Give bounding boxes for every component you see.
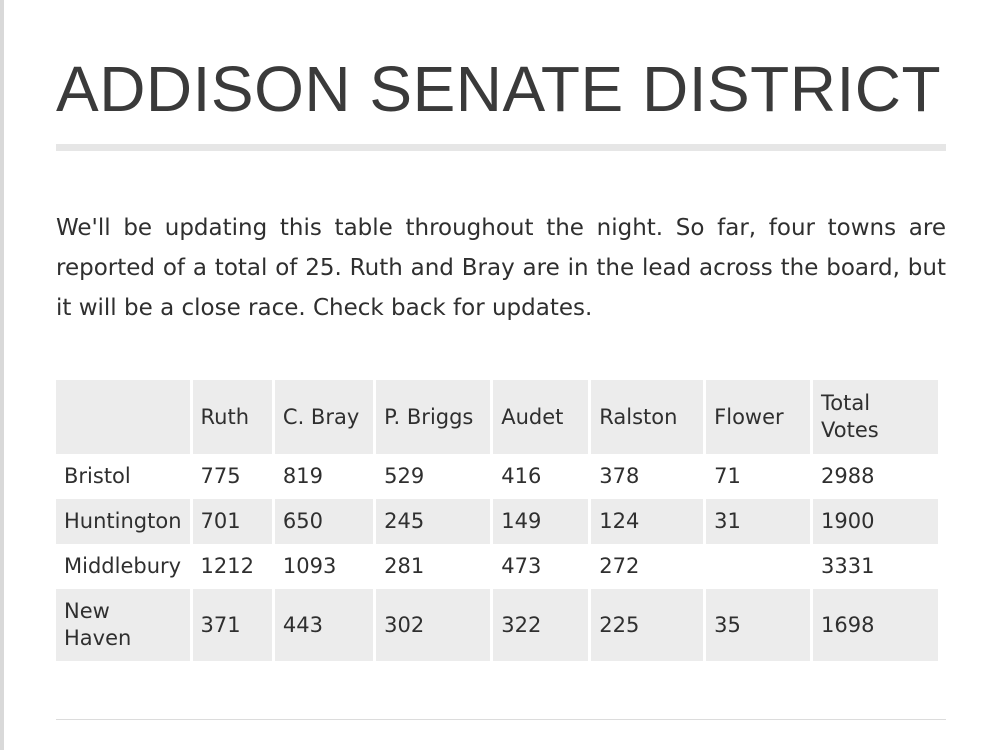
- column-header-audet: Audet: [493, 380, 588, 454]
- results-table: [53, 380, 941, 661]
- table-cell-town: New Haven: [56, 589, 190, 661]
- table-row-new-haven: [56, 589, 938, 661]
- table-cell: 149: [493, 499, 588, 544]
- table-cell: 272: [599, 554, 640, 578]
- intro-paragraph: We'll be updating this table throughout the night. So far, four towns are reported of a total of 25. Ruth and Bray are in the lead across the board, but it will be a close race. Check back for updates.: [56, 215, 946, 321]
- column-header-c-bray: C. Bray: [275, 380, 373, 454]
- table-cell-town: Middlebury: [64, 554, 182, 578]
- table-cell-total: 2988: [821, 464, 875, 488]
- table-row-bristol: [56, 454, 938, 499]
- table-cell: 71: [714, 464, 741, 488]
- page-left-border: [0, 0, 4, 750]
- table-cell-town: Huntington: [56, 499, 190, 544]
- table-cell-total: 3331: [821, 554, 875, 578]
- table-cell: 473: [501, 554, 542, 578]
- table-cell: 31: [706, 499, 810, 544]
- table-cell: 819: [282, 464, 323, 488]
- table-cell: 225: [591, 589, 703, 661]
- table-row-middlebury: [56, 544, 938, 589]
- table-cell-total: 1698: [813, 589, 938, 661]
- page-title: ADDISON SENATE DISTRICT: [56, 53, 942, 125]
- table-cell: 281: [384, 554, 425, 578]
- table-cell: 1212: [200, 554, 254, 578]
- table-cell: 1093: [282, 554, 337, 578]
- table-cell: 302: [376, 589, 490, 661]
- column-header-town: [56, 380, 190, 454]
- column-header-ruth: Ruth: [193, 380, 272, 454]
- table-cell: 35: [706, 589, 810, 661]
- column-header-ralston: Ralston: [591, 380, 703, 454]
- table-cell: 529: [384, 464, 425, 488]
- table-cell: [706, 544, 810, 589]
- column-header-p-briggs: P. Briggs: [376, 380, 490, 454]
- table-cell: 378: [599, 464, 640, 488]
- table-cell-town: Bristol: [64, 464, 131, 488]
- table-cell: 416: [501, 464, 542, 488]
- table-cell-total: 1900: [813, 499, 938, 544]
- bottom-divider: [56, 719, 946, 720]
- table-cell: 443: [275, 589, 373, 661]
- table-row-huntington: [56, 499, 938, 544]
- table-cell: 650: [275, 499, 373, 544]
- column-header-flower: Flower: [706, 380, 810, 454]
- title-divider: [56, 144, 946, 151]
- table-cell: 701: [193, 499, 272, 544]
- table-cell: 124: [591, 499, 703, 544]
- table-cell: 245: [376, 499, 490, 544]
- table-cell: 371: [193, 589, 272, 661]
- table-header-row: [56, 380, 938, 454]
- column-header-total-votes: Total Votes: [813, 380, 938, 454]
- table-cell: 775: [200, 464, 241, 488]
- table-cell: 322: [493, 589, 588, 661]
